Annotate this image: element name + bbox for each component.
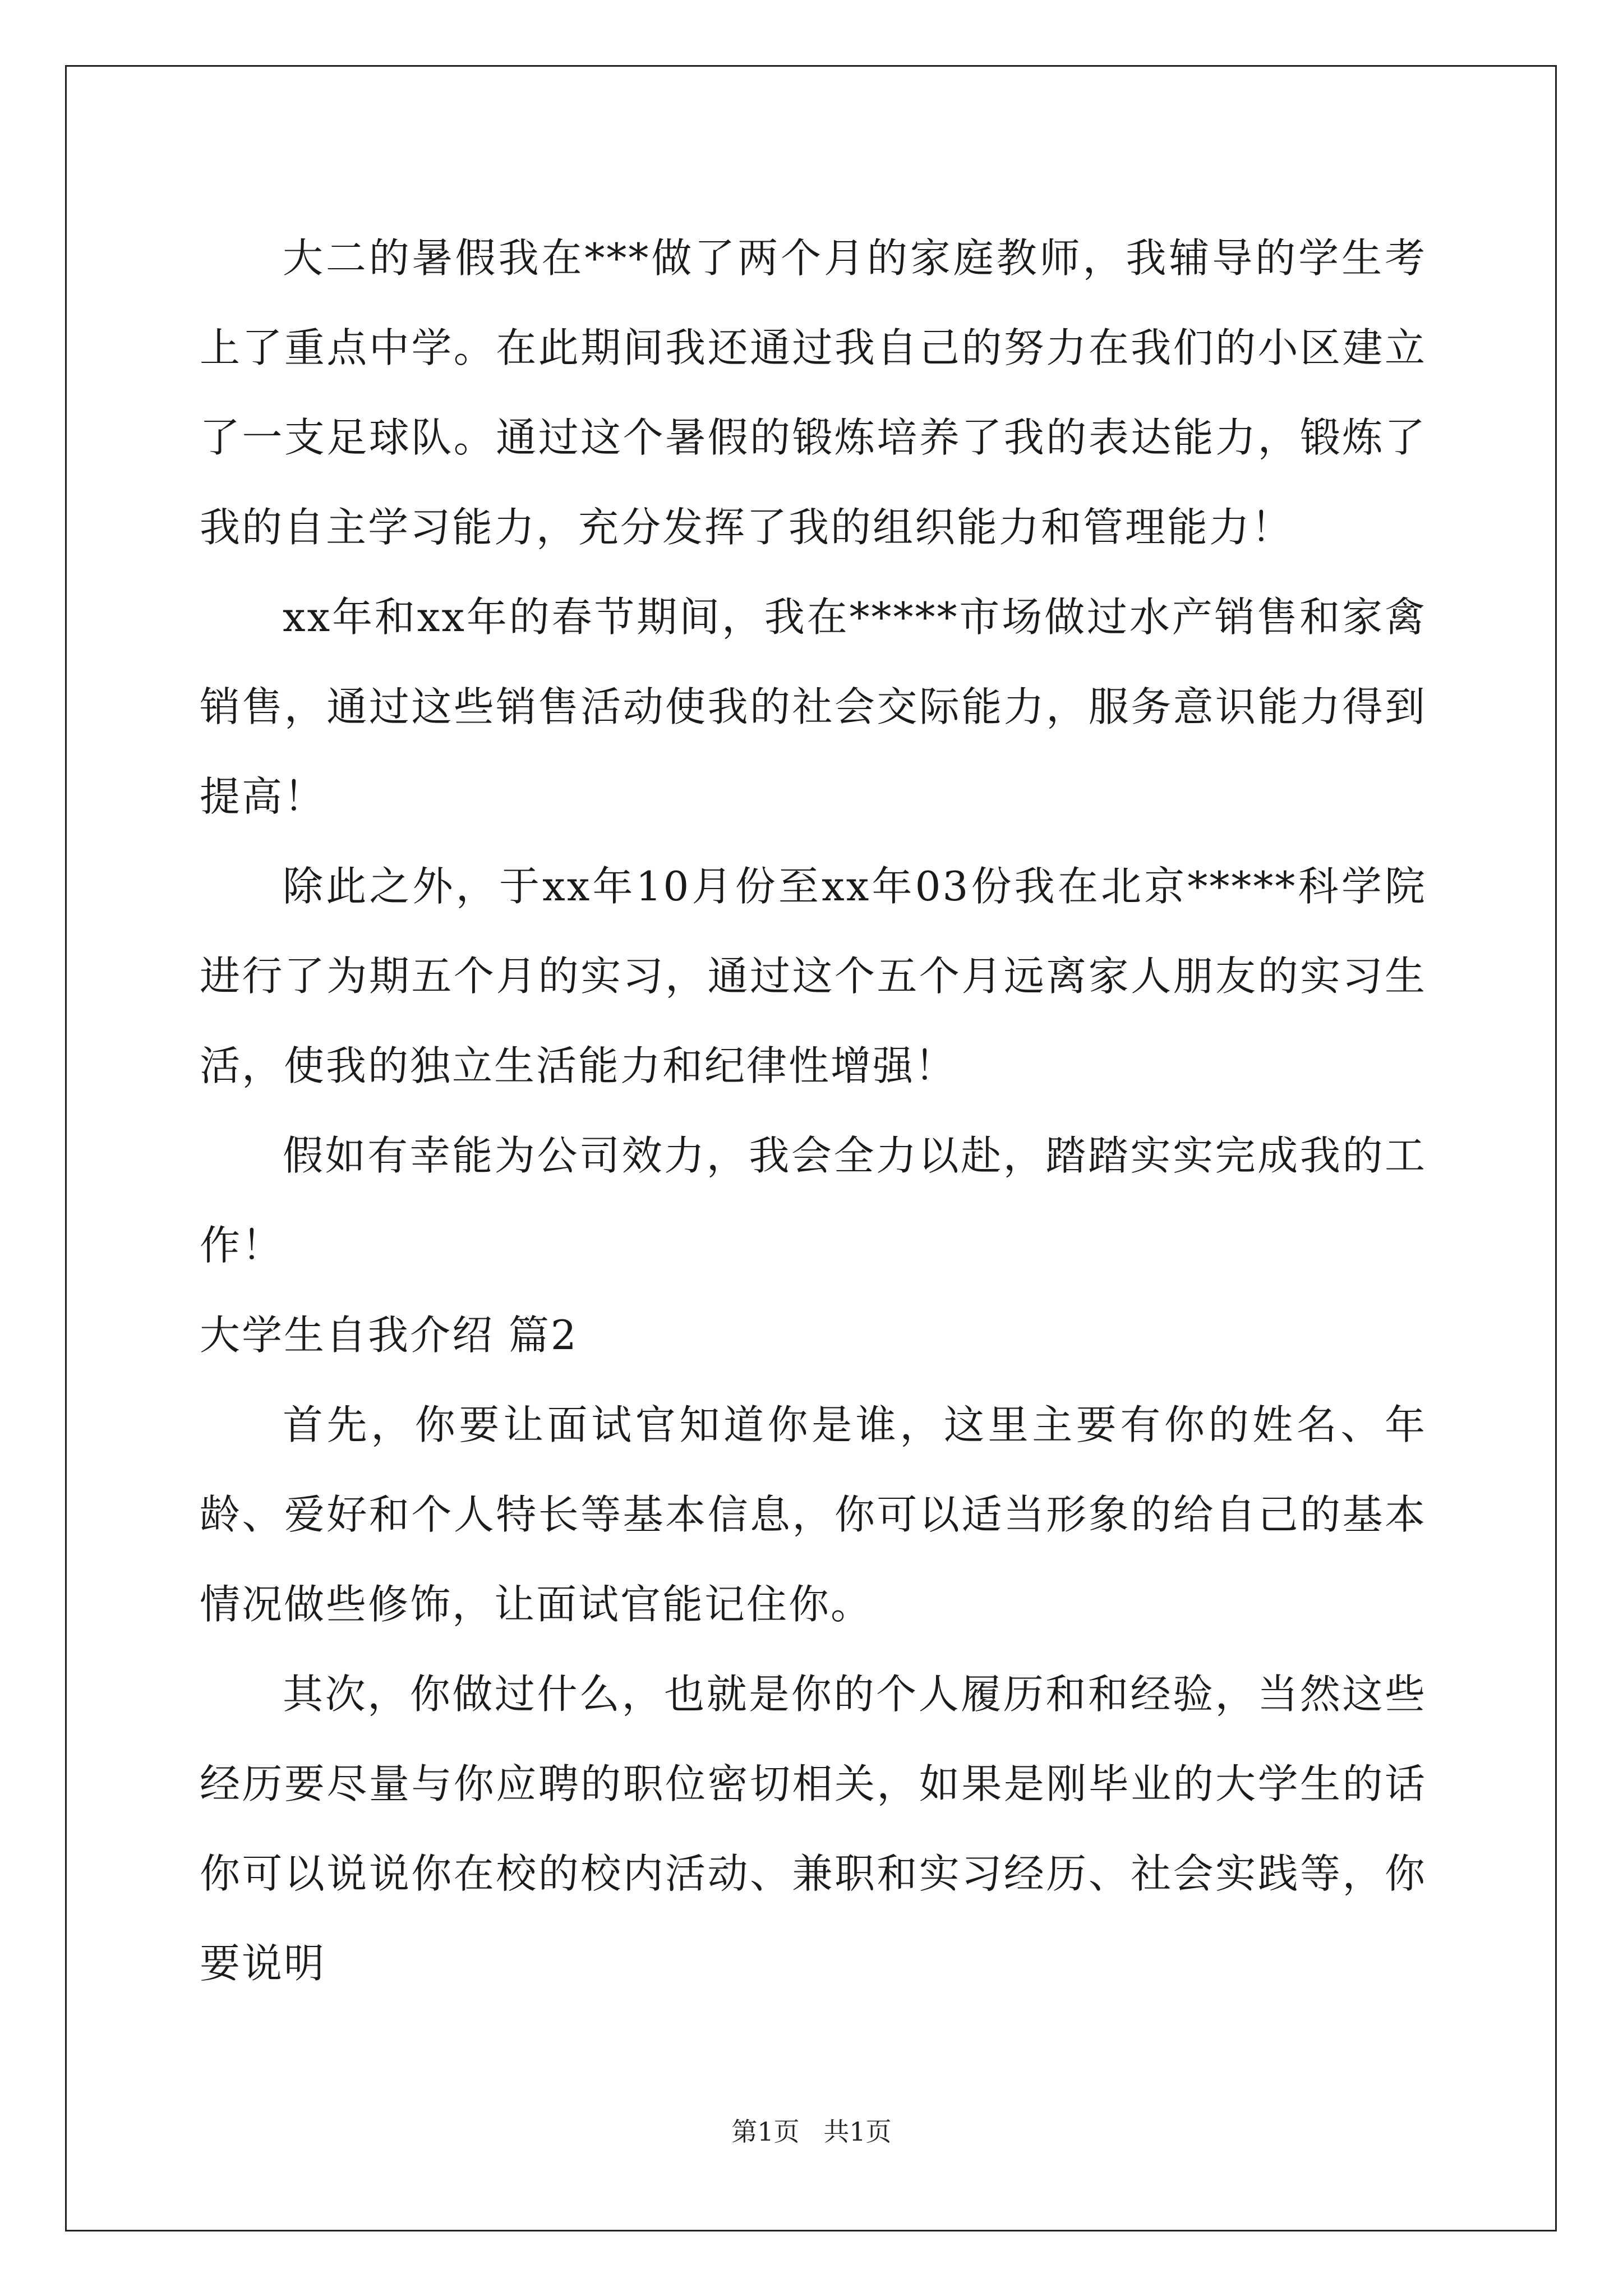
paragraph-first: 首先，你要让面试官知道你是谁，这里主要有你的姓名、年龄、爱好和个人特长等基本信息，你可以适当形象的给自己的基本情况做些修饰，让面试官能记住你。: [200, 1401, 1427, 1628]
paragraph-tutoring: 大二的暑假我在***做了两个月的家庭教师，我辅导的学生考上了重点中学。在此期间我还通过我自己的努力在我们的小区建立了一支足球队。通过这个暑假的锻炼培养了我的表达能力，锻炼了我的自主学习能力，充分发挥了我的组织能力和管理能力！: [200, 234, 1427, 551]
paragraph-second: 其次，你做过什么，也就是你的个人履历和和经验，当然这些经历要尽量与你应聘的职位密切相关，如果是刚毕业的大学生的话你可以说说你在校的校内活动、兼职和实习经历、社会实践等，你要说明: [200, 1671, 1427, 1987]
paragraph-sales: xx年和xx年的春节期间，我在*****市场做过水产销售和家禽销售，通过这些销售活动使我的社会交际能力，服务意识能力得到提高！: [200, 593, 1427, 820]
page-footer: [0, 2115, 1623, 2148]
document-body: [200, 213, 1427, 2008]
page-total: 共1页: [823, 2116, 892, 2147]
section-heading: 大学生自我介绍 篇2: [200, 1312, 578, 1359]
paragraph-closing: 假如有幸能为公司效力，我会全力以赴，踏踏实实完成我的工作！: [200, 1132, 1427, 1269]
page-number: 第1页: [731, 2116, 800, 2147]
paragraph-internship: 除此之外，于xx年10月份至xx年03份我在北京*****科学院进行了为期五个月的实习，通过这个五个月远离家人朋友的实习生活，使我的独立生活能力和纪律性增强！: [200, 863, 1427, 1089]
